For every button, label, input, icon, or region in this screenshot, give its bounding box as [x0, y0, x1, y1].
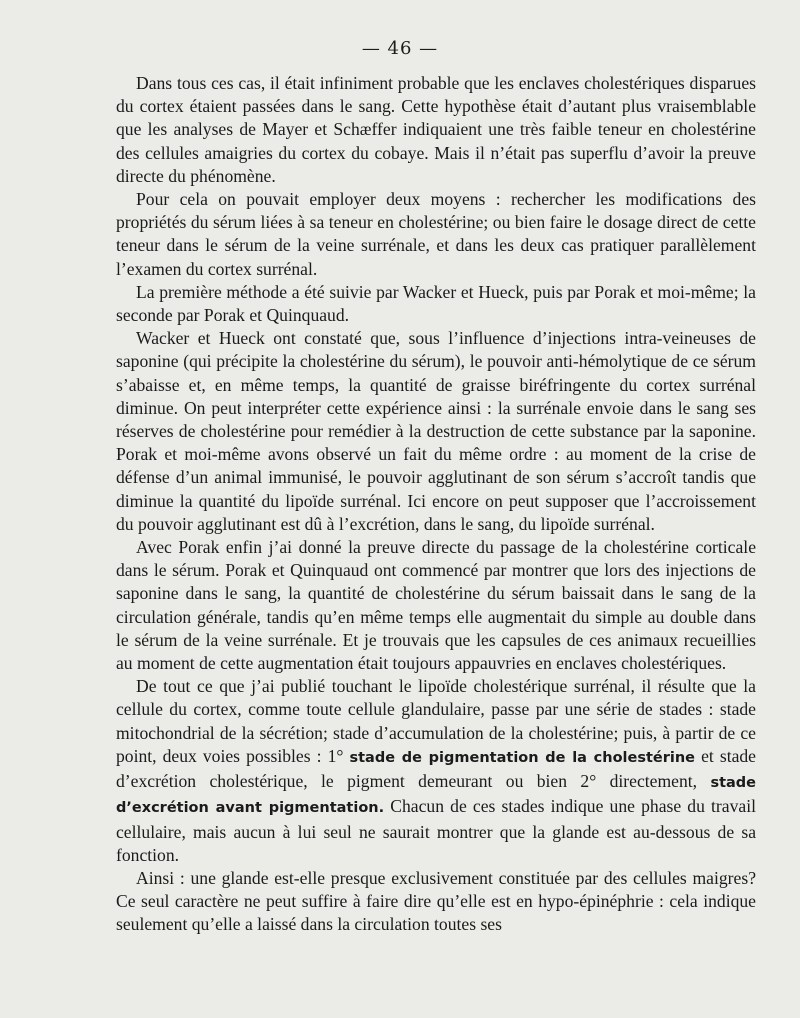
text-run: Wacker et Hueck ont constaté que, sous l’influence d’injections intra-veineuses de saponine (qui précipite la cholestérine du sérum), le pouvoir anti-hémolytique de ce sérum s’abaisse et, en même temps, la quantité de graisse biréfringente du cortex surrénal diminue. On peut interpréter cette expérience ainsi : la surrénale envoie dans le sang ses réserves de cholestérine pour remédier à la destruction de cette substance par la saponine. Porak et moi-même avons observé un fait du même ordre : au moment de la crise de défense d’un animal immunisé, le pouvoir agglutinant de son sérum s’accroît tandis que diminue la quantité du lipoïde surrénal. Ici encore on peut supposer que l’accroissement du pouvoir agglutinant est dû à l’excrétion, dans le sang, du lipoïde surrénal.	[116, 328, 756, 534]
bold-text-run: stade d’excrétion avant pigmentation.	[116, 775, 756, 817]
bold-text-run: stade de pigmentation de la cholestérine	[349, 749, 696, 766]
text-run: Pour cela on pouvait employer deux moyens : rechercher les modifications des propriétés du sérum liées à sa teneur en cholestérine; ou bien faire le dosage direct de cette teneur dans le sérum de la veine surrénale, et dans les deux cas pratiquer parallèlement l’examen du cortex surrénal.	[116, 189, 756, 279]
paragraph	[116, 536, 756, 675]
text-run: et stade d’excrétion cholestérique, le pigment demeurant ou bien 2° directement,	[116, 745, 756, 792]
text-run: Ainsi : une glande est-elle presque exclusivement constituée par des cellules maigres? Ce seul caractère ne peut suffire à faire dire qu’elle est en hypo-épinéphrie : cela indique seulement qu’elle a laissé dans la circulation toutes ses	[116, 867, 756, 935]
paragraph	[116, 72, 756, 188]
text-run: Chacun de ces stades indique une phase du travail cellulaire, mais aucun à lui seul ne saurait montrer que la glande est au-dessous de sa fonction.	[116, 796, 756, 865]
text-run: De tout ce que j’ai publié touchant le lipoïde cholestérique surrénal, il résulte que la cellule du cortex, comme toute cellule glandulaire, passe par une série de stades : stade mitochondrial de la sécrétion; stade d’accumulation de la cholestérine; puis, à partir de ce point, deux voies possibles : 1°	[116, 676, 756, 766]
body-text	[116, 72, 756, 937]
text-run: Avec Porak enfin j’ai donné la preuve directe du passage de la cholestérine corticale dans le sérum. Porak et Quinquaud ont commencé par montrer que lors des injections de saponine dans le sang, la quantité de cholestérine du sérum baissait dans le sang de la circulation générale, tandis qu’en même temps elle augmentait du simple au double dans le sérum de la veine surrénale. Et je trouvais que les capsules de ces animaux recueillies au moment de cette augmentation était toujours appauvries en enclaves cholestériques.	[116, 537, 756, 674]
paragraph	[116, 867, 756, 937]
paragraph	[116, 188, 756, 281]
text-run: Dans tous ces cas, il était infiniment probable que les enclaves cholestériques disparues du cortex étaient passées dans le sang. Cette hypothèse était d’autant plus vraisemblable que les analyses de Mayer et Schæffer indiquaient une très faible teneur en cholestérine des cellules amaigries du cortex du cobaye. Mais il n’était pas superflu d’avoir la preuve directe du phénomène.	[116, 73, 756, 186]
paragraph	[116, 675, 756, 867]
paragraph	[116, 281, 756, 327]
text-run: La première méthode a été suivie par Wacker et Hueck, puis par Porak et moi-même; la seconde par Porak et Quinquaud.	[116, 281, 756, 326]
page-number: — 46 —	[361, 38, 439, 59]
paragraph	[116, 327, 756, 536]
